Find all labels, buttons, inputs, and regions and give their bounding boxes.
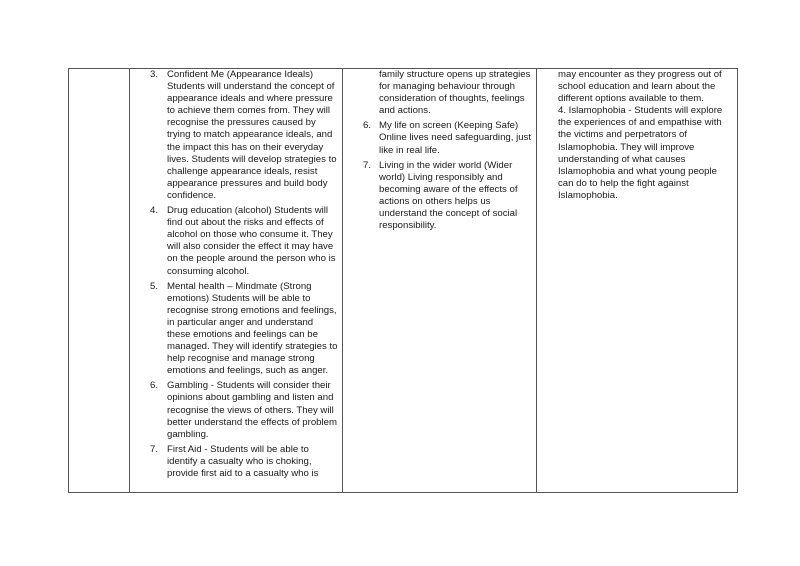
topic-list (343, 120, 536, 232)
continued-text: family structure opens up strategies for managing behaviour through consideration of thoughts, feelings and actions. (379, 69, 531, 117)
item-text: Mental health – Mindmate (Strong emotions) Students will be able to recognise strong emotions and feelings, in particular anger and understand these emotions and feelings can be managed. They will identify strategies to help recognise and manage strong emotions and feelings, such as anger. (167, 280, 338, 377)
item-text: Living in the wider world (Wider world) Living responsibly and becoming aware of the effects of actions on others helps us understand the concept of social responsibility. (379, 159, 518, 232)
item-number: 6. (150, 380, 159, 392)
item-number: 7. (363, 159, 372, 171)
list-item (130, 281, 342, 378)
item-number: 5. (150, 280, 159, 292)
table-row (69, 69, 738, 493)
topics-column-cell (130, 69, 343, 493)
item-number: 4. (150, 205, 159, 217)
item-number: 3. (150, 69, 159, 80)
item-text: First Aid - Students will be able to identify a casualty who is choking, provide first aid to a casualty who is (167, 443, 319, 479)
item-text: Drug education (alcohol) Students will find out about the risks and effects of alcohol on those who consume it. They will also consider the effect it may have on the people around the person who is consuming alcohol. (167, 205, 336, 277)
fourth-column-cell (537, 69, 738, 493)
item-text: Gambling - Students will consider their opinions about gambling and listen and recognise the views of others. They will better understand the effects of problem gambling. (167, 380, 337, 440)
list-item (343, 160, 536, 233)
curriculum-table (68, 68, 738, 493)
list-item (343, 120, 536, 156)
first-column-cell (69, 69, 130, 493)
item-number: 6. (363, 120, 372, 132)
item-text: Confident Me (Appearance Ideals) Students will understand the concept of appearance ideals and where pressure to achieve them comes from. They will recognise the pressures caused by trying to match appearance ideals, and the impact this has on their everyday lives. Students will develop strategies to challenge appearance ideals, resist appearance pressures and build body confidence. (167, 69, 337, 201)
topic-list (130, 69, 342, 480)
list-item (130, 205, 342, 278)
third-column-cell (343, 69, 537, 493)
item-number: 7. (150, 443, 159, 455)
item-text: My life on screen (Keeping Safe) Online lives need safeguarding, just like in real life. (379, 120, 531, 156)
list-item (130, 69, 342, 202)
continued-text: may encounter as they progress out of school education and learn about the different options available to them. (558, 69, 722, 105)
islamophobia-paragraph: 4. Islamophobia - Students will explore the experiences of and empathise with the victims and perpetrators of Islamophobia. They will improve understanding of what causes Islamophobia and what young people can do to help the fight against Islamophobia. (558, 105, 723, 201)
list-item (130, 444, 342, 480)
list-item (130, 380, 342, 440)
